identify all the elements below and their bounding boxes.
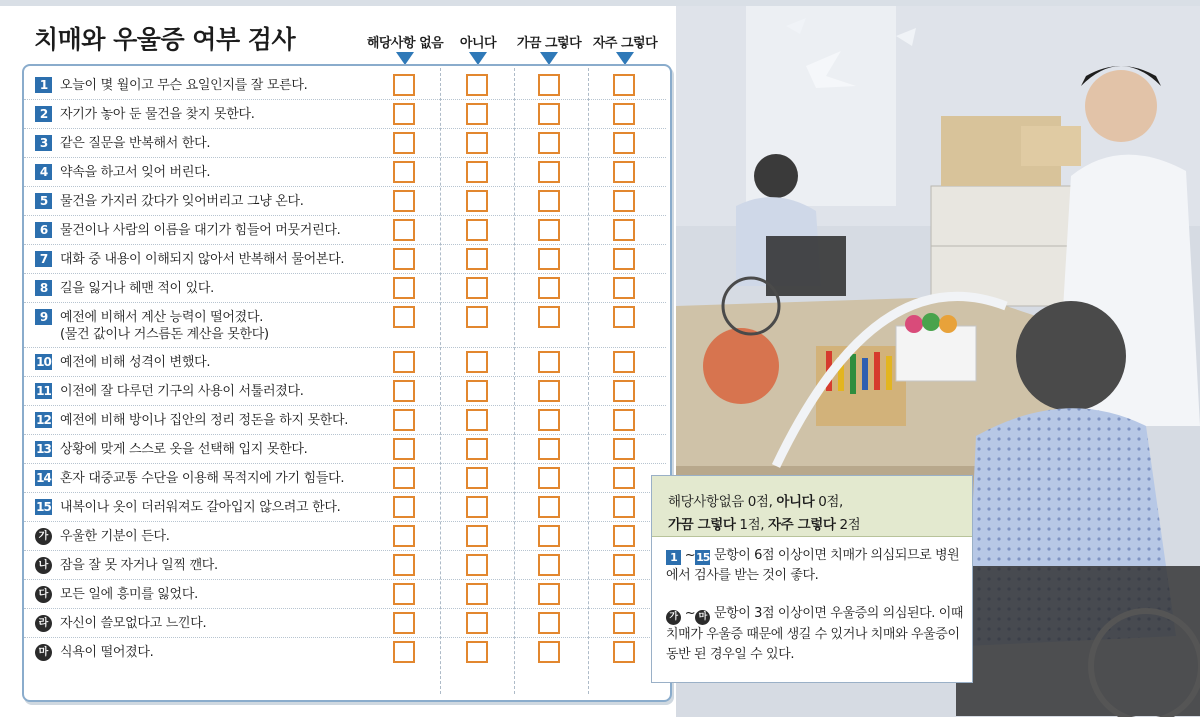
scoring-info-box xyxy=(651,475,973,683)
checkbox-sometimes[interactable] xyxy=(538,277,560,299)
checkbox-often[interactable] xyxy=(613,248,635,270)
checkbox-often[interactable] xyxy=(613,554,635,576)
range-tilde: ~ xyxy=(681,548,696,563)
item-marker: 8 xyxy=(35,280,52,296)
row-divider xyxy=(24,302,666,303)
checkbox-na[interactable] xyxy=(393,496,415,518)
checkbox-often[interactable] xyxy=(613,583,635,605)
item-text: 예전에 비해 방이나 집안의 정리 정돈을 하지 못한다. xyxy=(60,413,349,428)
checkbox-na[interactable] xyxy=(393,277,415,299)
item-text: 자기가 놓아 둔 물건을 찾지 못한다. xyxy=(60,107,255,122)
checkbox-sometimes[interactable] xyxy=(538,409,560,431)
column-header-na: 해당사항 없음 xyxy=(366,36,444,51)
item-text: 예전에 비해 성격이 변했다. xyxy=(60,355,211,370)
row-divider xyxy=(24,434,666,435)
item-text: 우울한 기분이 든다. xyxy=(60,529,170,544)
checkbox-no[interactable] xyxy=(466,74,488,96)
item-text: 식욕이 떨어졌다. xyxy=(60,645,154,660)
checkbox-often[interactable] xyxy=(613,103,635,125)
depression-note xyxy=(666,604,966,665)
checkbox-often[interactable] xyxy=(613,306,635,328)
checkbox-sometimes[interactable] xyxy=(538,525,560,547)
row-divider xyxy=(24,608,666,609)
checkbox-sometimes[interactable] xyxy=(538,132,560,154)
row-divider xyxy=(24,550,666,551)
checkbox-no[interactable] xyxy=(466,306,488,328)
item-marker: 3 xyxy=(35,135,52,151)
checkbox-sometimes[interactable] xyxy=(538,496,560,518)
checkbox-often[interactable] xyxy=(613,351,635,373)
checkbox-na[interactable] xyxy=(393,132,415,154)
item-text: 예전에 비해서 계산 능력이 떨어졌다. xyxy=(60,310,264,325)
item-marker: 10 xyxy=(36,355,51,369)
checkbox-sometimes[interactable] xyxy=(538,467,560,489)
row-divider xyxy=(24,273,666,274)
checkbox-sometimes[interactable] xyxy=(538,103,560,125)
scoring-segment: 0점, xyxy=(814,494,843,510)
checkbox-sometimes[interactable] xyxy=(538,219,560,241)
checkbox-na[interactable] xyxy=(393,409,415,431)
item-range-end: 마 xyxy=(695,610,710,625)
checkbox-na[interactable] xyxy=(393,554,415,576)
checkbox-no[interactable] xyxy=(466,409,488,431)
item-range-start: 가 xyxy=(666,610,681,625)
item-text: 물건을 가지러 갔다가 잊어버리고 그냥 온다. xyxy=(60,194,304,209)
checkbox-no[interactable] xyxy=(466,351,488,373)
item-text: 모든 일에 흥미를 잃었다. xyxy=(60,587,198,602)
column-divider xyxy=(514,68,515,694)
checkbox-often[interactable] xyxy=(613,132,635,154)
checkbox-no[interactable] xyxy=(466,467,488,489)
column-divider xyxy=(588,68,589,694)
item-range-start: 1 xyxy=(666,550,681,565)
checkbox-often[interactable] xyxy=(613,74,635,96)
checkbox-sometimes[interactable] xyxy=(538,554,560,576)
dementia-note-text: 문항이 6점 이상이면 치매가 의심되므로 병원에서 검사를 받는 것이 좋다. xyxy=(666,548,960,583)
checkbox-no[interactable] xyxy=(466,132,488,154)
checkbox-na[interactable] xyxy=(393,438,415,460)
checkbox-na[interactable] xyxy=(393,380,415,402)
scoring-segment: 1점, xyxy=(735,517,769,533)
checkbox-na[interactable] xyxy=(393,351,415,373)
checkbox-no[interactable] xyxy=(466,103,488,125)
checkbox-na[interactable] xyxy=(393,161,415,183)
checkbox-no[interactable] xyxy=(466,438,488,460)
item-marker: 12 xyxy=(36,413,51,427)
checkbox-na[interactable] xyxy=(393,74,415,96)
checkbox-often[interactable] xyxy=(613,190,635,212)
item-marker: 4 xyxy=(35,164,52,180)
row-divider xyxy=(24,521,666,522)
checkbox-sometimes[interactable] xyxy=(538,190,560,212)
row-divider xyxy=(24,128,666,129)
checkbox-sometimes[interactable] xyxy=(538,161,560,183)
checkbox-often[interactable] xyxy=(613,277,635,299)
checkbox-no[interactable] xyxy=(466,641,488,663)
checkbox-na[interactable] xyxy=(393,190,415,212)
item-marker: 나 xyxy=(35,557,52,574)
item-marker: 15 xyxy=(36,500,51,514)
row-divider xyxy=(24,99,666,100)
checkbox-sometimes[interactable] xyxy=(538,306,560,328)
checkbox-sometimes[interactable] xyxy=(538,583,560,605)
checkbox-na[interactable] xyxy=(393,103,415,125)
item-marker: 마 xyxy=(35,644,52,661)
checkbox-na[interactable] xyxy=(393,306,415,328)
checkbox-sometimes[interactable] xyxy=(538,74,560,96)
checkbox-no[interactable] xyxy=(466,219,488,241)
checkbox-na[interactable] xyxy=(393,641,415,663)
checkbox-often[interactable] xyxy=(613,641,635,663)
item-text: 혼자 대중교통 수단을 이용해 목적지에 가기 힘들다. xyxy=(60,471,345,486)
page-title: 치매와 우울증 여부 검사 xyxy=(34,25,296,54)
checkbox-na[interactable] xyxy=(393,612,415,634)
checkbox-no[interactable] xyxy=(466,161,488,183)
item-marker: 다 xyxy=(35,586,52,603)
item-marker: 5 xyxy=(35,193,52,209)
column-header-no: 아니다 xyxy=(459,36,497,51)
checkbox-sometimes[interactable] xyxy=(538,380,560,402)
checkbox-often[interactable] xyxy=(613,525,635,547)
checkbox-no[interactable] xyxy=(466,190,488,212)
scoring-segment: 2점 xyxy=(835,517,861,533)
row-divider xyxy=(24,186,666,187)
checkbox-often[interactable] xyxy=(613,496,635,518)
checkbox-often[interactable] xyxy=(613,380,635,402)
item-marker: 11 xyxy=(36,384,51,398)
scoring-segment: 아니다 xyxy=(776,494,815,510)
item-text: 약속을 하고서 잊어 버린다. xyxy=(60,165,211,180)
scoring-line-2 xyxy=(668,513,860,533)
row-divider xyxy=(24,492,666,493)
checkbox-sometimes[interactable] xyxy=(538,248,560,270)
item-text: 상황에 맞게 스스로 옷을 선택해 입지 못한다. xyxy=(60,442,308,457)
checkbox-no[interactable] xyxy=(466,612,488,634)
checkbox-no[interactable] xyxy=(466,248,488,270)
item-marker: 라 xyxy=(35,615,52,632)
checkbox-na[interactable] xyxy=(393,248,415,270)
item-marker: 13 xyxy=(36,442,51,456)
checkbox-na[interactable] xyxy=(393,219,415,241)
row-divider xyxy=(24,376,666,377)
checkbox-often[interactable] xyxy=(613,467,635,489)
checkbox-often[interactable] xyxy=(613,219,635,241)
item-text: 잠을 잘 못 자거나 일찍 깬다. xyxy=(60,558,218,573)
item-text: 물건이나 사람의 이름을 대기가 힘들어 머뭇거린다. xyxy=(60,223,341,238)
checkbox-na[interactable] xyxy=(393,467,415,489)
checkbox-no[interactable] xyxy=(466,496,488,518)
checkbox-often[interactable] xyxy=(613,612,635,634)
checkbox-sometimes[interactable] xyxy=(538,351,560,373)
checkbox-no[interactable] xyxy=(466,525,488,547)
row-divider xyxy=(24,637,666,638)
checkbox-no[interactable] xyxy=(466,583,488,605)
row-divider xyxy=(24,244,666,245)
row-divider xyxy=(24,215,666,216)
item-marker: 9 xyxy=(35,309,52,325)
checkbox-often[interactable] xyxy=(613,409,635,431)
item-text: 이전에 잘 다루던 기구의 사용이 서툴러졌다. xyxy=(60,384,304,399)
column-header-sometimes: 가끔 그렇다 xyxy=(516,36,582,51)
item-text: 대화 중 내용이 이해되지 않아서 반복해서 물어본다. xyxy=(60,252,345,267)
scoring-segment: 자주 그렇다 xyxy=(768,517,836,533)
checkbox-no[interactable] xyxy=(466,277,488,299)
row-divider xyxy=(24,347,666,348)
item-marker: 가 xyxy=(35,528,52,545)
scoring-segment: 가끔 그렇다 xyxy=(668,517,736,533)
checkbox-na[interactable] xyxy=(393,583,415,605)
checkbox-na[interactable] xyxy=(393,525,415,547)
range-tilde: ~ xyxy=(681,606,696,621)
item-marker: 14 xyxy=(36,471,51,485)
checkbox-no[interactable] xyxy=(466,380,488,402)
item-marker: 7 xyxy=(35,251,52,267)
item-text: 길을 잃거나 헤맨 적이 있다. xyxy=(60,281,214,296)
checkbox-often[interactable] xyxy=(613,161,635,183)
dementia-note xyxy=(666,546,966,586)
row-divider xyxy=(24,405,666,406)
checkbox-often[interactable] xyxy=(613,438,635,460)
row-divider xyxy=(24,579,666,580)
scoring-segment: 해당사항없음 0점, xyxy=(668,494,777,510)
checkbox-no[interactable] xyxy=(466,554,488,576)
checkbox-sometimes[interactable] xyxy=(538,438,560,460)
checkbox-sometimes[interactable] xyxy=(538,612,560,634)
item-marker: 1 xyxy=(35,77,52,93)
item-marker: 2 xyxy=(35,106,52,122)
item-text: 같은 질문을 반복해서 한다. xyxy=(60,136,211,151)
scoring-line-1 xyxy=(668,490,843,510)
checkbox-sometimes[interactable] xyxy=(538,641,560,663)
row-divider xyxy=(24,463,666,464)
row-divider xyxy=(24,157,666,158)
depression-note-text: 문항이 3점 이상이면 우울증의 의심된다. 이때 치매가 우울증 때문에 생길 수 있거나 치매와 우울증이 동반 된 경우일 수 있다. xyxy=(666,606,964,662)
item-range-end: 15 xyxy=(696,551,710,564)
item-text: 자신이 쓸모없다고 느낀다. xyxy=(60,616,207,631)
item-marker: 6 xyxy=(35,222,52,238)
item-text: 오늘이 몇 월이고 무슨 요일인지를 잘 모른다. xyxy=(60,78,308,93)
column-header-often: 자주 그렇다 xyxy=(592,36,658,51)
item-text: 내복이나 옷이 더러워져도 갈아입지 않으려고 한다. xyxy=(60,500,341,515)
column-divider xyxy=(440,68,441,694)
item-text-continued: (물건 값이나 거스름돈 계산을 못한다) xyxy=(60,327,269,342)
